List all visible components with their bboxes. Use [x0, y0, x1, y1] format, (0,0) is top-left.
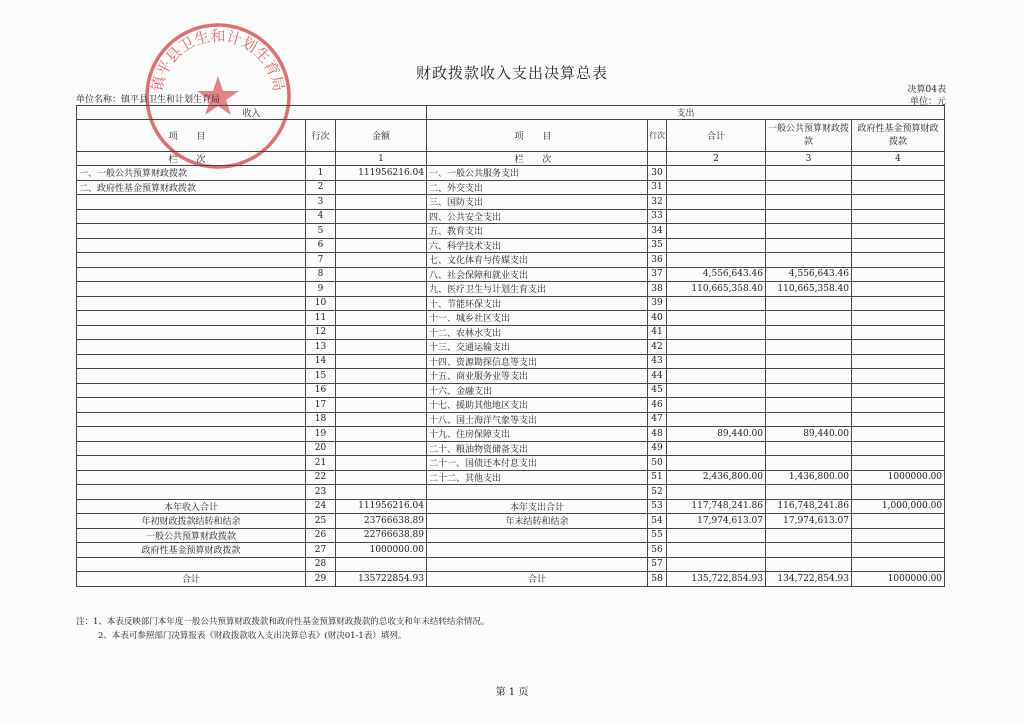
column-number-row: [77, 152, 945, 166]
expense-general-budget-cell: [766, 485, 852, 500]
income-item-cell: [77, 311, 306, 326]
total-header: 合计: [667, 120, 766, 152]
expense-gov-fund-cell: [852, 238, 945, 253]
footnote-1: 注：1、本表反映部门本年度一般公共预算财政拨款和政府性基金预算财政拨款的总收支和年末结转结余情况。: [76, 617, 490, 627]
income-amount-cell: 135722854.93: [336, 572, 427, 587]
table-row: [77, 282, 945, 297]
expense-general-budget-cell: [766, 528, 852, 543]
expense-general-budget-cell: [766, 441, 852, 456]
expense-total-cell: 4,556,643.46: [667, 267, 766, 282]
expense-item-cell: 十、节能环保支出: [427, 296, 648, 311]
table-row: [77, 166, 945, 181]
income-amount-cell: [336, 456, 427, 471]
expense-general-budget-cell: [766, 398, 852, 413]
income-item-cell: [77, 441, 306, 456]
expense-total-cell: 110,665,358.40: [667, 282, 766, 297]
summary-row: [77, 543, 945, 558]
expense-general-budget-cell: [766, 456, 852, 471]
expense-total-cell: 2,436,800.00: [667, 470, 766, 485]
table-row: [77, 209, 945, 224]
expense-item-cell: 七、文化体育与传媒支出: [427, 253, 648, 268]
expense-gov-fund-cell: 1000000.00: [852, 470, 945, 485]
expense-general-budget-cell: [766, 325, 852, 340]
expense-general-budget-cell: [766, 166, 852, 181]
expense-item-cell: 二十二、其他支出: [427, 470, 648, 485]
expense-gov-fund-cell: [852, 441, 945, 456]
table-row: [77, 238, 945, 253]
table-row: [77, 427, 945, 442]
income-amount-cell: [336, 267, 427, 282]
income-line-no-cell: 15: [306, 369, 336, 384]
income-amount-cell: [336, 470, 427, 485]
expense-line-no-cell: 49: [648, 441, 667, 456]
expense-line-no-cell: 48: [648, 427, 667, 442]
expense-gov-fund-cell: 1000000.00: [852, 572, 945, 587]
expense-general-budget-cell: [766, 369, 852, 384]
income-item-header: 项 目: [77, 120, 306, 152]
expense-general-budget-cell: 4,556,643.46: [766, 267, 852, 282]
expense-line-no-cell: 31: [648, 180, 667, 195]
expense-line-no-cell: 55: [648, 528, 667, 543]
income-amount-cell: [336, 195, 427, 210]
income-item-cell: 政府性基金预算财政拨款: [77, 543, 306, 558]
expense-gov-fund-cell: [852, 369, 945, 384]
expense-line-no-cell: 57: [648, 557, 667, 572]
expense-line-no-cell: 53: [648, 499, 667, 514]
income-line-no-cell: 28: [306, 557, 336, 572]
income-line-no-cell: 8: [306, 267, 336, 282]
expense-line-no-cell: 50: [648, 456, 667, 471]
income-line-no-cell: 20: [306, 441, 336, 456]
income-amount-cell: [336, 238, 427, 253]
expense-general-budget-cell: [766, 354, 852, 369]
table-row: [77, 369, 945, 384]
expense-item-cell: 二十、粮油物资储备支出: [427, 441, 648, 456]
expense-gov-fund-cell: [852, 340, 945, 355]
income-line-no-cell: 19: [306, 427, 336, 442]
expense-total-cell: [667, 311, 766, 326]
income-amount-header: 金额: [336, 120, 427, 152]
expense-item-cell: 二十一、国债还本付息支出: [427, 456, 648, 471]
income-amount-cell: [336, 427, 427, 442]
expense-total-cell: [667, 238, 766, 253]
income-line-no-cell: 18: [306, 412, 336, 427]
expense-general-budget-cell: [766, 195, 852, 210]
expense-line-no-cell: 35: [648, 238, 667, 253]
income-item-cell: [77, 369, 306, 384]
expense-general-budget-cell: 17,974,613.07: [766, 514, 852, 529]
expense-general-budget-cell: [766, 340, 852, 355]
expense-gov-fund-cell: [852, 412, 945, 427]
income-item-cell: [77, 427, 306, 442]
expense-item-cell: 九、医疗卫生与计划生育支出: [427, 282, 648, 297]
income-item-cell: [77, 354, 306, 369]
expense-general-budget-cell: [766, 311, 852, 326]
expense-item-cell: 十七、援助其他地区支出: [427, 398, 648, 413]
page-title: 财政拨款收入支出决算总表: [415, 64, 608, 82]
expense-gov-fund-cell: [852, 166, 945, 181]
income-amount-cell: [336, 557, 427, 572]
expense-line-no-cell: 43: [648, 354, 667, 369]
income-item-cell: 一般公共预算财政拨款: [77, 528, 306, 543]
income-line-no-cell: 12: [306, 325, 336, 340]
income-line-no-cell: 27: [306, 543, 336, 558]
currency-unit: 单位：元: [909, 97, 946, 107]
table-row: [77, 325, 945, 340]
expense-total-cell: [667, 398, 766, 413]
expense-item-cell: [427, 543, 648, 558]
table-row: [77, 441, 945, 456]
expense-total-cell: [667, 456, 766, 471]
income-item-cell: [77, 383, 306, 398]
expense-total-cell: 89,440.00: [667, 427, 766, 442]
income-item-cell: [77, 557, 306, 572]
expense-line-no-cell: 37: [648, 267, 667, 282]
income-item-cell: [77, 195, 306, 210]
expense-total-cell: [667, 166, 766, 181]
budget-summary-table: [76, 105, 945, 587]
expense-item-cell: 十八、国土海洋气象等支出: [427, 412, 648, 427]
income-line-no-cell: 29: [306, 572, 336, 587]
income-item-cell: 一、一般公共预算财政拨款: [77, 166, 306, 181]
expense-item-cell: [427, 528, 648, 543]
expense-gov-fund-cell: [852, 296, 945, 311]
expense-line-no-header: 行次: [648, 120, 667, 152]
income-line-no-cell: 22: [306, 470, 336, 485]
expense-line-no-cell: 51: [648, 470, 667, 485]
income-amount-cell: [336, 296, 427, 311]
expense-line-no-cell: 44: [648, 369, 667, 384]
income-item-cell: [77, 470, 306, 485]
expense-item-cell: 十二、农林水支出: [427, 325, 648, 340]
col-number-1: 1: [336, 152, 427, 166]
summary-row: [77, 514, 945, 529]
expense-line-no-cell: 40: [648, 311, 667, 326]
table-row: [77, 470, 945, 485]
col-number-4: 4: [852, 152, 945, 166]
income-item-cell: 合计: [77, 572, 306, 587]
expense-general-budget-cell: 89,440.00: [766, 427, 852, 442]
footnote-2: 2、本表可参照部门决算报表《财政拨款收入支出决算总表》(财决01-1表）填列。: [98, 631, 407, 641]
summary-row: [77, 499, 945, 514]
income-item-cell: [77, 485, 306, 500]
income-line-no-cell: 13: [306, 340, 336, 355]
income-amount-cell: [336, 311, 427, 326]
expense-item-cell: 二、外交支出: [427, 180, 648, 195]
expense-gov-fund-cell: [852, 383, 945, 398]
income-item-cell: [77, 253, 306, 268]
page-number: 第 1 页: [495, 687, 529, 698]
summary-row: [77, 557, 945, 572]
expense-item-cell: 十五、商业服务业等支出: [427, 369, 648, 384]
income-amount-cell: [336, 224, 427, 239]
expense-item-cell: [427, 485, 648, 500]
income-item-cell: [77, 456, 306, 471]
income-line-no-cell: 11: [306, 311, 336, 326]
expense-total-cell: [667, 325, 766, 340]
expense-line-no-cell: 46: [648, 398, 667, 413]
income-amount-cell: [336, 383, 427, 398]
table-row: [77, 398, 945, 413]
income-item-cell: 年初财政拨款结转和结余: [77, 514, 306, 529]
expense-item-cell: 十六、金融支出: [427, 383, 648, 398]
income-line-no-cell: 24: [306, 499, 336, 514]
expense-general-budget-cell: [766, 383, 852, 398]
income-item-cell: [77, 412, 306, 427]
expense-gov-fund-cell: [852, 209, 945, 224]
expense-gov-fund-cell: [852, 267, 945, 282]
table-row: [77, 456, 945, 471]
expense-line-no-cell: 33: [648, 209, 667, 224]
table-row: [77, 296, 945, 311]
income-amount-cell: [336, 412, 427, 427]
expense-total-cell: [667, 340, 766, 355]
expense-gov-fund-cell: [852, 195, 945, 210]
table-row: [77, 224, 945, 239]
expense-gov-fund-cell: [852, 427, 945, 442]
detail-rows: [77, 166, 945, 500]
expense-line-no-cell: 56: [648, 543, 667, 558]
expense-gov-fund-cell: [852, 354, 945, 369]
col-number-2: 2: [667, 152, 766, 166]
expense-gov-fund-cell: [852, 557, 945, 572]
form-number: 决算04表: [907, 85, 946, 95]
expense-general-budget-cell: [766, 180, 852, 195]
expense-gov-fund-cell: [852, 311, 945, 326]
table-row: [77, 354, 945, 369]
expense-general-budget-cell: [766, 543, 852, 558]
expense-total-cell: [667, 180, 766, 195]
expense-item-cell: 本年支出合计: [427, 499, 648, 514]
expense-gov-fund-cell: [852, 224, 945, 239]
expense-item-cell: 一、一般公共服务支出: [427, 166, 648, 181]
income-line-no-cell: 14: [306, 354, 336, 369]
income-line-no-header: 行次: [306, 120, 336, 152]
expense-item-cell: 年末结转和结余: [427, 514, 648, 529]
general-budget-header: 一般公共预算财政拨款: [766, 120, 852, 152]
expense-gov-fund-cell: 1,000,000.00: [852, 499, 945, 514]
income-amount-cell: 111956216.04: [336, 499, 427, 514]
expense-line-no-cell: 54: [648, 514, 667, 529]
summary-row: [77, 528, 945, 543]
expense-item-cell: 十四、资源勘探信息等支出: [427, 354, 648, 369]
expense-item-cell: 十九、住房保障支出: [427, 427, 648, 442]
income-amount-cell: [336, 340, 427, 355]
income-amount-cell: [336, 282, 427, 297]
expense-total-cell: [667, 441, 766, 456]
summary-rows: [77, 499, 945, 586]
seal-text: 镇平县卫生和计划生育局: [148, 27, 288, 93]
income-line-no-cell: 9: [306, 282, 336, 297]
income-column-label: 栏 次: [77, 152, 306, 166]
income-amount-cell: [336, 325, 427, 340]
income-line-no-cell: 26: [306, 528, 336, 543]
gov-fund-budget-header: 政府性基金预算财政拨款: [852, 120, 945, 152]
expense-gov-fund-cell: [852, 325, 945, 340]
expense-general-budget-cell: [766, 209, 852, 224]
income-group-header: 收入: [77, 106, 427, 120]
expense-total-cell: [667, 209, 766, 224]
income-item-cell: [77, 238, 306, 253]
table-row: [77, 412, 945, 427]
expense-line-no-cell: 52: [648, 485, 667, 500]
income-line-no-cell: 17: [306, 398, 336, 413]
income-item-cell: 二、政府性基金预算财政拨款: [77, 180, 306, 195]
income-item-cell: [77, 282, 306, 297]
income-item-cell: [77, 209, 306, 224]
col-number-3: 3: [766, 152, 852, 166]
expense-total-cell: [667, 195, 766, 210]
income-line-no-cell: 16: [306, 383, 336, 398]
expense-total-cell: [667, 543, 766, 558]
expense-general-budget-cell: [766, 238, 852, 253]
expense-line-no-cell: 47: [648, 412, 667, 427]
expense-general-budget-cell: [766, 224, 852, 239]
expense-total-cell: [667, 383, 766, 398]
income-item-cell: 本年收入合计: [77, 499, 306, 514]
table-row: [77, 180, 945, 195]
summary-row: [77, 572, 945, 587]
expense-line-no-cell: 41: [648, 325, 667, 340]
income-amount-cell: 111956216.04: [336, 166, 427, 181]
expense-total-cell: [667, 485, 766, 500]
group-header-row: [77, 106, 945, 120]
income-amount-cell: [336, 354, 427, 369]
table-row: [77, 485, 945, 500]
expense-item-cell: 合计: [427, 572, 648, 587]
expense-total-cell: [667, 369, 766, 384]
income-item-cell: [77, 340, 306, 355]
income-line-no-cell: 2: [306, 180, 336, 195]
expense-total-cell: 135,722,854.93: [667, 572, 766, 587]
income-line-no-cell: 5: [306, 224, 336, 239]
footnotes: [76, 615, 489, 643]
income-line-no-cell: 23: [306, 485, 336, 500]
unit-name: 单位名称：镇平县卫生和计划生育局: [76, 95, 221, 105]
expense-total-cell: 17,974,613.07: [667, 514, 766, 529]
income-line-no-cell: 1: [306, 166, 336, 181]
income-amount-cell: [336, 441, 427, 456]
table-row: [77, 340, 945, 355]
expense-gov-fund-cell: [852, 253, 945, 268]
income-line-no-cell: 3: [306, 195, 336, 210]
expense-item-cell: [427, 557, 648, 572]
expense-item-cell: 十三、交通运输支出: [427, 340, 648, 355]
expense-line-no-cell: 58: [648, 572, 667, 587]
income-line-no-cell: 21: [306, 456, 336, 471]
income-amount-cell: [336, 398, 427, 413]
expense-item-cell: 六、科学技术支出: [427, 238, 648, 253]
expense-item-cell: 五、教育支出: [427, 224, 648, 239]
income-line-no-cell: 25: [306, 514, 336, 529]
expense-general-budget-cell: 134,722,854.93: [766, 572, 852, 587]
expense-line-no-cell: 36: [648, 253, 667, 268]
expense-total-cell: 117,748,241.86: [667, 499, 766, 514]
table-row: [77, 195, 945, 210]
expense-item-cell: 八、社会保障和就业支出: [427, 267, 648, 282]
income-line-no-cell: 6: [306, 238, 336, 253]
expense-total-cell: [667, 557, 766, 572]
table-row: [77, 267, 945, 282]
expense-group-header: 支出: [427, 106, 945, 120]
expense-line-no-cell: 42: [648, 340, 667, 355]
expense-total-cell: [667, 253, 766, 268]
income-amount-cell: 23766638.89: [336, 514, 427, 529]
expense-item-cell: 四、公共安全支出: [427, 209, 648, 224]
expense-general-budget-cell: 116,748,241.86: [766, 499, 852, 514]
expense-general-budget-cell: 110,665,358.40: [766, 282, 852, 297]
expense-gov-fund-cell: [852, 514, 945, 529]
income-amount-cell: [336, 180, 427, 195]
income-line-no-cell: 4: [306, 209, 336, 224]
expense-gov-fund-cell: [852, 485, 945, 500]
expense-total-cell: [667, 412, 766, 427]
income-amount-cell: [336, 209, 427, 224]
expense-gov-fund-cell: [852, 456, 945, 471]
expense-general-budget-cell: [766, 412, 852, 427]
expense-column-label: 栏 次: [427, 152, 648, 166]
expense-general-budget-cell: [766, 253, 852, 268]
income-item-cell: [77, 224, 306, 239]
income-amount-cell: [336, 369, 427, 384]
expense-item-header: 项 目: [427, 120, 648, 152]
expense-line-no-cell: 38: [648, 282, 667, 297]
income-amount-cell: 22766638.89: [336, 528, 427, 543]
expense-total-cell: [667, 354, 766, 369]
expense-general-budget-cell: [766, 296, 852, 311]
expense-line-no-cell: 32: [648, 195, 667, 210]
income-item-cell: [77, 296, 306, 311]
expense-line-no-cell: 39: [648, 296, 667, 311]
expense-gov-fund-cell: [852, 282, 945, 297]
column-header-row: [77, 120, 945, 152]
expense-line-no-cell: 30: [648, 166, 667, 181]
expense-gov-fund-cell: [852, 543, 945, 558]
table-row: [77, 383, 945, 398]
expense-total-cell: [667, 528, 766, 543]
income-item-cell: [77, 267, 306, 282]
expense-gov-fund-cell: [852, 528, 945, 543]
expense-line-no-cell: 45: [648, 383, 667, 398]
expense-total-cell: [667, 296, 766, 311]
expense-item-cell: 十一、城乡社区支出: [427, 311, 648, 326]
expense-gov-fund-cell: [852, 398, 945, 413]
income-amount-cell: [336, 485, 427, 500]
table-row: [77, 253, 945, 268]
expense-general-budget-cell: 1,436,800.00: [766, 470, 852, 485]
income-amount-cell: [336, 253, 427, 268]
expense-general-budget-cell: [766, 557, 852, 572]
expense-line-no-cell: 34: [648, 224, 667, 239]
expense-total-cell: [667, 224, 766, 239]
income-line-no-cell: 10: [306, 296, 336, 311]
income-amount-cell: 1000000.00: [336, 543, 427, 558]
income-item-cell: [77, 398, 306, 413]
income-line-no-cell: 7: [306, 253, 336, 268]
expense-item-cell: 三、国防支出: [427, 195, 648, 210]
income-item-cell: [77, 325, 306, 340]
expense-gov-fund-cell: [852, 180, 945, 195]
table-row: [77, 311, 945, 326]
